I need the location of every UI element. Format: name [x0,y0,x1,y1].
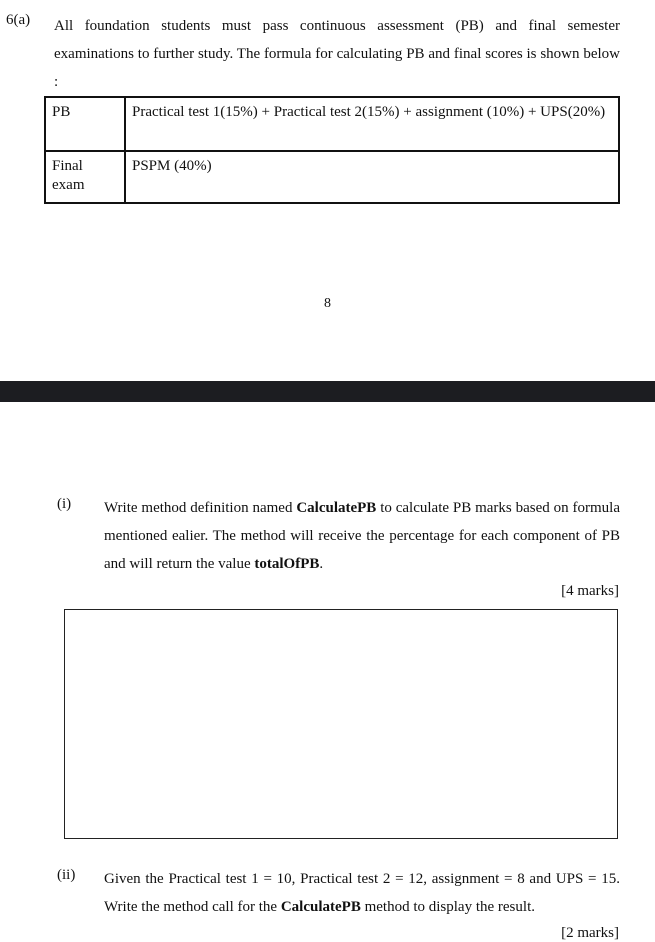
part-ii-text-start: Given the Practical test 1 = 10, Practical test 2 = 12, assignment = 8 and UPS = 15. Write the method call for the [104,871,620,915]
method-name-calculatepb: CalculatePB [296,500,377,516]
row-formula-pb: Practical test 1(15%) + Practical test 2(15%) + assignment (10%) + UPS(20%) [125,97,619,151]
part-i-text-end: . [319,556,324,572]
question-intro: All foundation students must pass continuous assessment (PB) and final semester examinations to further study. The formula for calculating PB and final scores is shown below : [54,18,620,90]
part-ii-marks: [2 marks] [561,925,619,941]
return-value-totalofpb: totalOfPB [254,556,320,572]
row-formula-final-exam: PSPM (40%) [125,151,619,203]
page-number: 8 [324,296,331,311]
part-ii-text-end: method to display the result. [360,899,535,915]
part-i-marks: [4 marks] [561,583,619,599]
table-row-final-exam [45,151,619,203]
part-ii-number: (ii) [57,867,76,883]
formula-table [44,96,620,204]
page-divider [0,381,655,402]
part-i-text-middle: to calculate PB marks based on formula mentioned ealier. The method will receive the percentage for each component of PB and will return the value [104,500,621,572]
part-i-number: (i) [57,496,72,512]
answer-box[interactable] [64,609,618,839]
question-number: 6(a) [6,12,31,28]
part-i-text [104,494,620,578]
table-row-pb [45,97,619,151]
part-ii-text [104,865,620,921]
method-name-calculatepb-call: CalculatePB [280,899,361,915]
row-label-final-exam: Final exam [45,151,125,203]
part-i-text-start: Write method definition named [104,500,297,516]
row-label-pb: PB [45,97,125,151]
